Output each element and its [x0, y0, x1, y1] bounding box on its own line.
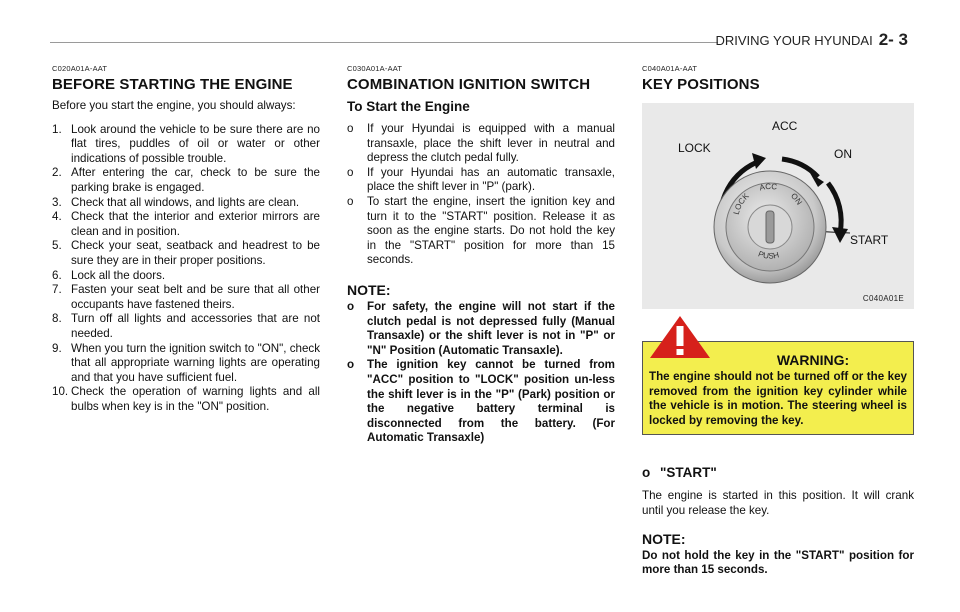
list-item [52, 123, 320, 167]
list-item [52, 312, 320, 341]
label-start: START [850, 233, 889, 247]
list-item [52, 283, 320, 312]
dial-label-lock: LOCK [731, 191, 751, 216]
intro-text: Before you start the engine, you should always: [52, 99, 296, 112]
list-item [52, 269, 320, 284]
dial-label-push: PUSH [756, 249, 780, 261]
item-number: 4. [52, 210, 62, 224]
item-text: To start the engine, insert the ignition key and turn it to the "START" position. Release it as soon as the engine starts. Do not hold the key in the "START" position for more than 15 seconds. [367, 194, 615, 267]
list-item [52, 342, 320, 386]
page-header [715, 30, 908, 50]
warning-triangle-icon [648, 314, 712, 360]
bullet-marker: o [347, 194, 354, 208]
item-number: 5. [52, 239, 62, 253]
section-code: C030A01A-AAT [347, 64, 403, 73]
bullet-marker: o [642, 465, 651, 481]
key-positions-figure [642, 103, 914, 309]
warning-box [642, 341, 914, 435]
warning-title: WARNING: [776, 352, 850, 368]
section-key-positions [642, 64, 914, 578]
list-item [347, 358, 615, 446]
item-text: For safety, the engine will not start if the clutch pedal is not depressed fully (Manual Transaxle) or the shift lever is not in "P" or "N" Position (Automatic Transaxle). [367, 299, 615, 357]
list-item [347, 166, 615, 195]
item-text: Turn off all lights and accessories that are not needed. [71, 312, 320, 340]
header-title: DRIVING YOUR HYUNDAI [715, 33, 873, 48]
instructions-list [347, 122, 615, 268]
on-start-arrowhead [832, 227, 848, 243]
item-text: Check your seat, seatback and headrest to be sure they are in their proper positions. [71, 239, 320, 267]
note-text: Do not hold the key in the "START" position for more than 15 seconds. [642, 548, 914, 577]
section-code: C020A01A-AAT [52, 64, 108, 73]
list-item [347, 122, 615, 166]
list-item [347, 195, 615, 268]
section-title: COMBINATION IGNITION SWITCH [347, 76, 591, 93]
list-item [52, 239, 320, 268]
notes-list [347, 300, 615, 446]
section-subtitle: To Start the Engine [347, 99, 470, 114]
checklist [52, 123, 320, 415]
dial-label-acc: ACC [758, 181, 778, 193]
section-code: C040A01A-AAT [642, 64, 698, 73]
figure-code: C040A01E [862, 294, 904, 303]
lock-acc-arrowhead [752, 153, 766, 169]
item-number: 9. [52, 341, 62, 355]
label-lock: LOCK [678, 141, 711, 155]
item-number: 7. [52, 283, 62, 297]
page-number: 2- 3 [878, 30, 908, 49]
start-heading [642, 465, 914, 480]
note-title: NOTE: [347, 281, 391, 298]
item-text: If your Hyundai is equipped with a manual transaxle, place the shift lever in neutral and depress the clutch pedal fully. [367, 122, 615, 165]
bullet-marker: o [347, 299, 355, 313]
item-text: When you turn the ignition switch to "ON", check that all appropriate warning lights are operating and that you have sufficient fuel. [71, 341, 320, 384]
list-item [52, 385, 320, 414]
list-item [52, 166, 320, 195]
item-text: Look around the vehicle to be sure there are no flat tires, puddles of oil or water or other indications of possible trouble. [71, 122, 320, 165]
section-title: BEFORE STARTING THE ENGINE [52, 76, 293, 93]
item-text: Check that all windows, and lights are clean. [71, 195, 300, 209]
item-text: After entering the car, check to be sure the parking brake is engaged. [71, 166, 320, 194]
item-number: 8. [52, 312, 62, 326]
dial-label-on: ON [789, 191, 804, 207]
item-text: Fasten your seat belt and be sure that all other occupants have fastened theirs. [71, 283, 320, 311]
ignition-dial-illustration [642, 103, 914, 309]
item-number: 3. [52, 195, 62, 209]
bullet-marker: o [347, 358, 355, 372]
key-slot [766, 211, 774, 243]
section-before-starting [52, 64, 320, 414]
section-title: KEY POSITIONS [642, 76, 760, 93]
start-text: The engine is started in this position. It will crank until you release the key. [642, 489, 914, 517]
list-item [52, 210, 320, 239]
item-text: Check that the interior and exterior mirrors are clean and in position. [71, 210, 320, 238]
section-ignition-switch [347, 64, 615, 446]
warning-text: The engine should not be turned off or the key removed from the ignition key cylinder while the vehicle is in motion. The steering wheel is locked by removing the key. [649, 370, 907, 427]
bullet-marker: o [347, 165, 354, 179]
item-number: 10. [52, 385, 69, 399]
header-rule [50, 42, 718, 43]
item-text: The ignition key cannot be turned from "ACC" position to "LOCK" position un-less the shift lever is in the "P" (Park) position or the negative battery terminal is disconnected from the battery. (For Automatic Transaxle) [367, 358, 615, 445]
item-number: 6. [52, 268, 62, 282]
item-text: If your Hyundai has an automatic transaxle, place the shift lever in "P" (park). [367, 165, 615, 194]
label-on: ON [834, 147, 852, 161]
item-text: Check the operation of warning lights and all bulbs when key is in the "ON" position. [71, 385, 320, 413]
item-text: Lock all the doors. [71, 268, 166, 282]
note-title: NOTE: [642, 530, 686, 547]
label-acc: ACC [772, 119, 798, 133]
dial-acc-label [759, 182, 778, 193]
item-number: 2. [52, 166, 62, 180]
item-number: 1. [52, 122, 62, 136]
on-start-arrow [828, 183, 841, 233]
start-heading-text: "START" [660, 465, 717, 481]
list-item [52, 196, 320, 211]
list-item [347, 300, 615, 358]
bullet-marker: o [347, 122, 354, 135]
